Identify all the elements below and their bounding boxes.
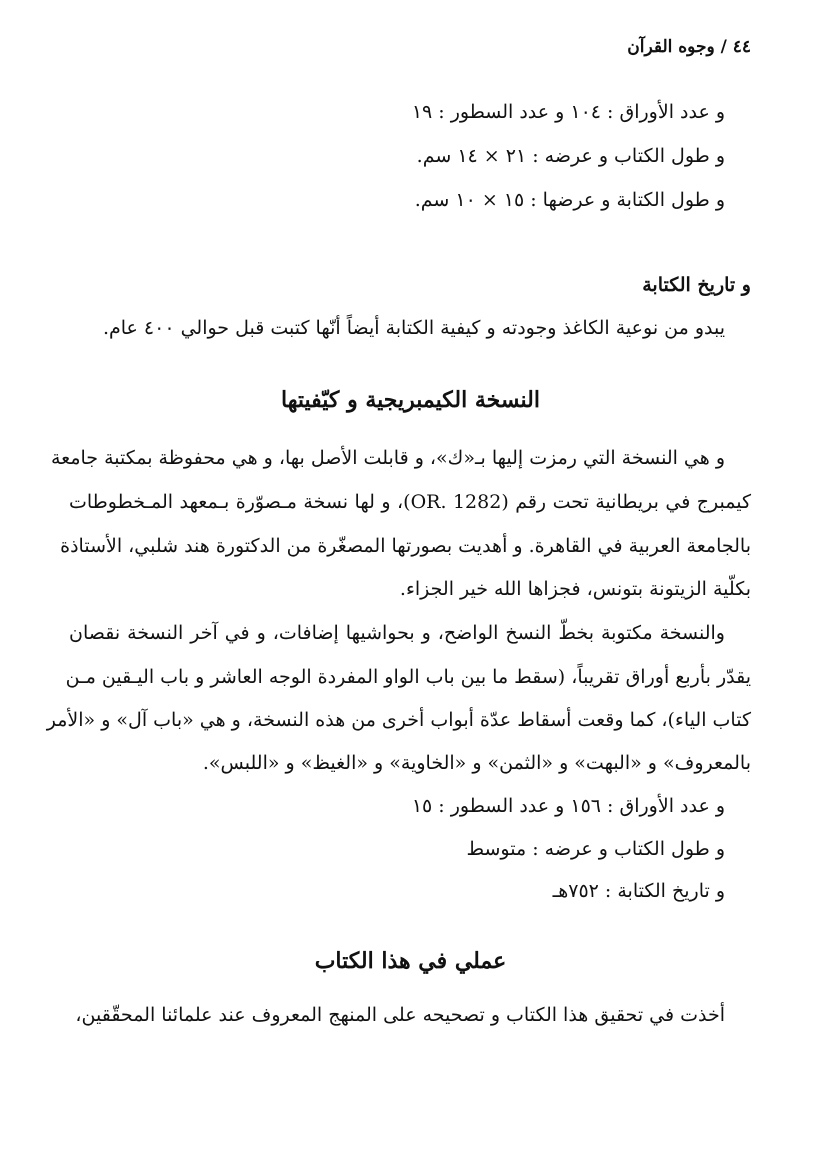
manuscript-size-line: و طول الكتاب و عرضه : ٢١ × ١٤ سم. xyxy=(416,145,725,167)
writing-date-label: و تاريخ الكتابة xyxy=(642,274,751,296)
running-head: ٤٤ / وجوه القرآن xyxy=(627,37,751,57)
paragraph-line: والنسخة مكتوبة بخطّ النسخ الواضح، و بحواشيها إضافات، و في آخر النسخة نقصان xyxy=(69,622,725,644)
paragraph-line: كيمبرج في بريطانية تحت رقم (OR. 1282)، و لها نسخة مـصوّرة بـمعهد المـخطوطات xyxy=(69,491,751,513)
paragraph-line: بكلّية الزيتونة بتونس، فجزاها الله خير الجزاء. xyxy=(399,578,751,600)
manuscript-leaves-line: و عدد الأوراق : ١٠٤ و عدد السطور : ١٩ xyxy=(411,101,725,123)
section-heading-work: عملي في هذا الكتاب xyxy=(314,948,507,974)
section-heading-cambridge: النسخة الكيمبريجية و كيّفيتها xyxy=(281,387,540,413)
work-paragraph-line: أخذت في تحقيق هذا الكتاب و تصحيحه على المنهج المعروف عند علمائنا المحقّقين، xyxy=(75,1004,725,1026)
cambridge-date-line: و تاريخ الكتابة : ٧٥٢هـ xyxy=(552,880,725,902)
paragraph-line: بالجامعة العربية في القاهرة. و أهديت بصورتها المصغّرة من الدكتورة هند شلبي، الأستاذة xyxy=(60,535,751,557)
cambridge-leaves-line: و عدد الأوراق : ١٥٦ و عدد السطور : ١٥ xyxy=(411,795,725,817)
paragraph-line: بالمعروف» و «البهت» و «الثمن» و «الخاوية» و «الغيظ» و «اللبس». xyxy=(202,752,751,774)
paragraph-line: و هي النسخة التي رمزت إليها بـ«ك»، و قابلت الأصل بها، و هي محفوظة بمكتبة جامعة xyxy=(50,447,725,469)
manuscript-writing-size-line: و طول الكتابة و عرضها : ١٥ × ١٠ سم. xyxy=(414,189,725,211)
paragraph-line: كتاب الياء)، كما وقعت أسقاط عدّة أبواب أخرى من هذه النسخة، و هي «باب آل» و «الأمر xyxy=(46,709,751,731)
cambridge-size-line: و طول الكتاب و عرضه : متوسط xyxy=(466,838,725,860)
writing-date-text: يبدو من نوعية الكاغذ وجودته و كيفية الكتابة أيضاً أنّها كتبت قبل حوالي ٤٠٠ عام. xyxy=(102,317,725,339)
paragraph-line: يقدّر بأربع أوراق تقريباً، (سقط ما بين باب الواو المفردة الوجه العاشر و باب اليـقين مـن xyxy=(65,666,751,688)
